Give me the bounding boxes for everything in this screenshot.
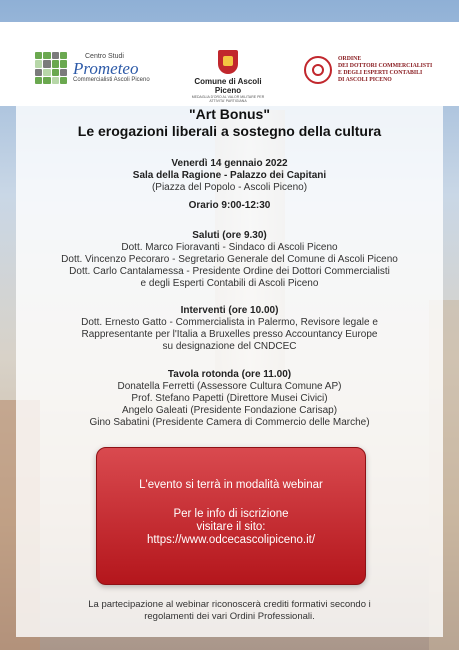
prometeo-logo	[35, 52, 150, 84]
comune-name: Comune di Ascoli Piceno	[194, 77, 262, 95]
prometeo-small-label: Centro Studi	[85, 53, 124, 60]
tavola-line: Donatella Ferretti (Assessore Cultura Comune AP)	[117, 381, 342, 392]
event-place: (Piazza del Popolo - Ascoli Piceno)	[151, 182, 308, 193]
comune-logo	[188, 50, 268, 103]
webinar-box	[96, 447, 366, 585]
footer-line: regolamenti dei vari Ordini Professionali.	[144, 611, 315, 622]
interventi-line: Dott. Ernesto Gatto - Commercialista in Palermo, Revisore legale e	[81, 317, 378, 328]
ordine-line: DI ASCOLI PICENO	[338, 77, 392, 83]
prometeo-cube-icon	[35, 52, 67, 84]
event-time: Orario 9:00-12:30	[188, 200, 271, 211]
interventi-heading: Interventi (ore 10.00)	[180, 305, 279, 316]
event-date: Venerdì 14 gennaio 2022	[171, 158, 288, 169]
tavola-line: Gino Sabatini (Presidente Camera di Commercio delle Marche)	[89, 417, 370, 428]
saluti-heading: Saluti (ore 9.30)	[192, 230, 267, 241]
saluti-line: Dott. Marco Fioravanti - Sindaco di Ascoli Piceno	[121, 242, 338, 253]
webinar-link[interactable]: https://www.odcecascolipiceno.it/	[146, 534, 316, 546]
saluti-line: Dott. Vincenzo Pecoraro - Segretario Generale del Comune di Ascoli Piceno	[61, 254, 398, 265]
webinar-intro: L'evento si terrà in modalità webinar	[139, 479, 323, 491]
interventi-line: Rappresentante per l'Italia a Bruxelles presso Accountancy Europe	[81, 329, 378, 340]
interventi-line: su designazione del CNDCEC	[162, 341, 297, 352]
prometeo-name: Prometeo	[73, 59, 139, 78]
event-title: "Art Bonus"	[189, 106, 270, 122]
prometeo-subtitle: Commercialisti Ascoli Piceno	[73, 77, 150, 83]
webinar-info-line: visitare il sito:	[196, 521, 266, 533]
comune-crest-icon	[218, 50, 238, 74]
ordine-line: DEI DOTTORI COMMERCIALISTI	[338, 63, 433, 69]
event-subtitle: Le erogazioni liberali a sostegno della cultura	[77, 123, 382, 139]
footer-line: La partecipazione al webinar riconoscerà crediti formativi secondo i	[88, 599, 371, 610]
tavola-heading: Tavola rotonda (ore 11.00)	[167, 369, 292, 380]
ordine-seal-icon	[304, 56, 332, 84]
ordine-logo	[304, 56, 432, 84]
comune-subtitle: MEDAGLIA D'ORO AL VALOR MILITARE PER ATTIVITA' PARTIGIANA	[191, 95, 265, 103]
tavola-line: Angelo Galeati (Presidente Fondazione Carisap)	[121, 405, 338, 416]
webinar-info-line: Per le info di iscrizione	[173, 508, 289, 520]
ordine-line: E DEGLI ESPERTI CONTABILI	[338, 70, 423, 76]
ordine-line: ORDINE	[338, 56, 362, 62]
saluti-line: e degli Esperti Contabili di Ascoli Piceno	[140, 278, 319, 289]
tavola-line: Prof. Stefano Papetti (Direttore Musei Civici)	[131, 393, 328, 404]
saluti-line: Dott. Carlo Cantalamessa - Presidente Ordine dei Dottori Commercialisti	[69, 266, 390, 277]
event-venue: Sala della Ragione - Palazzo dei Capitani	[132, 170, 327, 181]
